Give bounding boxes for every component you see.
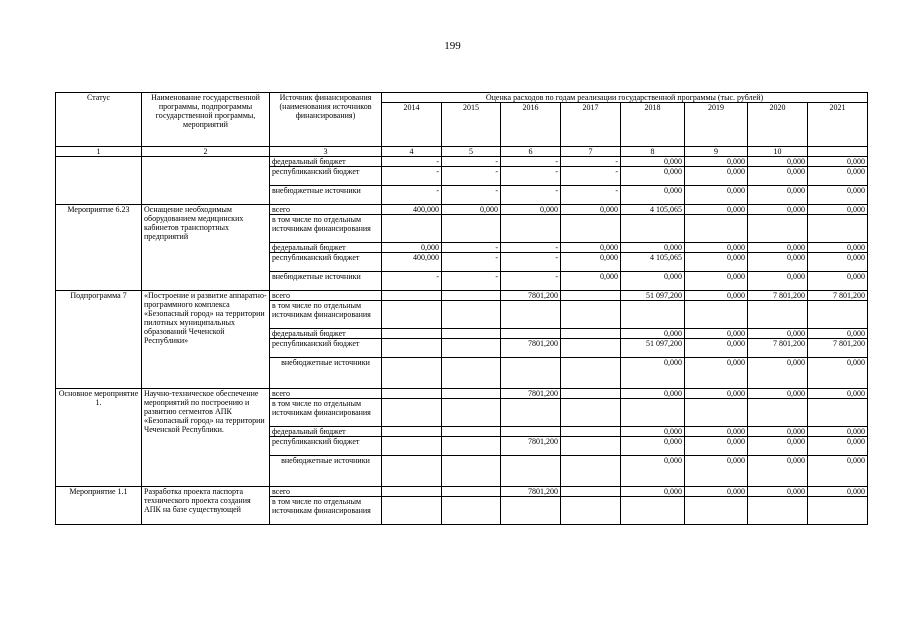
value-cell: 0,000 [685,389,748,399]
value-cell: 7 801,200 [808,339,868,358]
header-source: Источник финансирования (наименования источников финансирования) [270,93,382,147]
column-index: 4 [382,147,442,157]
value-cell [561,487,621,497]
value-cell: 51 097,200 [621,339,685,358]
value-cell [501,358,561,389]
value-cell [808,497,868,525]
value-cell [685,301,748,329]
value-cell: 0,000 [685,358,748,389]
value-cell [382,291,442,301]
value-cell: 400,000 [382,205,442,215]
value-cell: 0,000 [808,253,868,272]
value-cell: 0,000 [621,272,685,291]
value-cell: 0,000 [808,186,868,205]
value-cell: 0,000 [808,437,868,456]
name-cell: Оснащение необходимым оборудованием медицинских кабинетов транспортных предприятий [142,205,270,291]
value-cell: 0,000 [561,253,621,272]
source-cell: внебюджетные источники [270,358,382,389]
value-cell: 0,000 [808,456,868,487]
value-cell [808,301,868,329]
value-cell [621,215,685,243]
value-cell: - [442,167,501,186]
value-cell: 0,000 [748,186,808,205]
value-cell [748,301,808,329]
value-cell: 0,000 [808,272,868,291]
value-cell: 0,000 [685,186,748,205]
value-cell: 0,000 [808,243,868,253]
status-cell: Мероприятие 1.1 [56,487,142,525]
value-cell: 0,000 [748,456,808,487]
value-cell: 0,000 [685,205,748,215]
value-cell: 7801,200 [501,487,561,497]
value-cell [561,456,621,487]
value-cell: 51 097,200 [621,291,685,301]
value-cell: 0,000 [382,243,442,253]
value-cell [442,456,501,487]
value-cell: - [442,243,501,253]
status-cell: Подпрограмма 7 [56,291,142,389]
header-estimate: Оценка расходов по годам реализации государственной программы (тыс. рублей) [382,93,868,103]
value-cell: - [382,167,442,186]
value-cell [748,215,808,243]
header-year: 2016 [501,103,561,147]
source-cell: федеральный бюджет [270,329,382,339]
value-cell [561,329,621,339]
value-cell: - [561,167,621,186]
value-cell: 0,000 [685,456,748,487]
value-cell: 0,000 [685,243,748,253]
source-cell: внебюджетные источники [270,186,382,205]
value-cell [561,339,621,358]
source-cell: республиканский бюджет [270,437,382,456]
value-cell [561,358,621,389]
name-cell [142,157,270,205]
value-cell [561,301,621,329]
header-status: Статус [56,93,142,147]
value-cell [442,399,501,427]
column-index: 9 [685,147,748,157]
value-cell [442,427,501,437]
value-cell: 0,000 [808,167,868,186]
value-cell [561,399,621,427]
status-cell: Основное мероприятие 1. [56,389,142,487]
value-cell [442,329,501,339]
value-cell [501,456,561,487]
value-cell: 0,000 [748,205,808,215]
value-cell: 0,000 [748,427,808,437]
table-row [56,157,868,167]
value-cell: - [442,186,501,205]
value-cell: 0,000 [621,157,685,167]
name-cell: Разработка проекта паспорта технического проекта создания АПК на базе существующей [142,487,270,525]
value-cell: - [501,253,561,272]
value-cell [442,301,501,329]
source-cell: в том числе по отдельным источникам финансирования [270,215,382,243]
source-cell: в том числе по отдельным источникам финансирования [270,497,382,525]
value-cell: 0,000 [442,205,501,215]
source-cell: федеральный бюджет [270,157,382,167]
source-cell: всего [270,291,382,301]
value-cell: 7 801,200 [808,291,868,301]
value-cell [382,427,442,437]
value-cell: - [501,167,561,186]
value-cell [442,358,501,389]
value-cell: 0,000 [808,157,868,167]
source-cell: всего [270,205,382,215]
value-cell: 0,000 [685,157,748,167]
column-index: 3 [270,147,382,157]
table-row [56,205,868,215]
value-cell [685,497,748,525]
header-year: 2017 [561,103,621,147]
value-cell: 0,000 [621,437,685,456]
value-cell: - [561,157,621,167]
value-cell: 0,000 [561,205,621,215]
value-cell: 0,000 [621,456,685,487]
header-year: 2018 [621,103,685,147]
page-number: 199 [444,40,461,52]
value-cell: 0,000 [808,329,868,339]
table-row [56,487,868,497]
value-cell [382,329,442,339]
value-cell: 7801,200 [501,291,561,301]
value-cell: 0,000 [808,389,868,399]
source-cell: федеральный бюджет [270,427,382,437]
name-cell: Научно-техническое обеспечение мероприятий по построению и развитию сегментов АПК «Безопасный город» на территории Чеченской Республики. [142,389,270,487]
value-cell [748,399,808,427]
value-cell [621,301,685,329]
value-cell: 0,000 [748,389,808,399]
value-cell [501,215,561,243]
value-cell: 0,000 [808,487,868,497]
header-year: 2021 [808,103,868,147]
value-cell: 0,000 [685,253,748,272]
value-cell [382,399,442,427]
header-year: 2020 [748,103,808,147]
header-year: 2014 [382,103,442,147]
value-cell [382,339,442,358]
value-cell: 0,000 [685,487,748,497]
value-cell: 7801,200 [501,339,561,358]
value-cell [621,497,685,525]
value-cell: 0,000 [748,253,808,272]
value-cell: 0,000 [621,358,685,389]
value-cell: 0,000 [621,329,685,339]
value-cell: 7 801,200 [748,339,808,358]
source-cell: внебюджетные источники [270,456,382,487]
header-name: Наименование государственной программы, подпрограммы государственной программы, мероприятий [142,93,270,147]
value-cell [561,389,621,399]
value-cell [442,437,501,456]
value-cell [501,301,561,329]
value-cell [685,215,748,243]
value-cell: - [442,253,501,272]
value-cell [442,215,501,243]
column-index: 5 [442,147,501,157]
status-cell [56,157,142,205]
column-index: 2 [142,147,270,157]
value-cell: 0,000 [748,358,808,389]
value-cell: 400,000 [382,253,442,272]
value-cell [442,497,501,525]
value-cell: 0,000 [685,272,748,291]
header-year: 2019 [685,103,748,147]
header-year: 2015 [442,103,501,147]
value-cell: 0,000 [621,167,685,186]
value-cell [808,399,868,427]
value-cell: 4 105,065 [621,253,685,272]
table-row [56,291,868,301]
value-cell: 0,000 [501,205,561,215]
value-cell: 0,000 [621,389,685,399]
column-index: 6 [501,147,561,157]
value-cell [442,339,501,358]
table-row [56,389,868,399]
value-cell [382,358,442,389]
value-cell [561,427,621,437]
value-cell: 0,000 [685,291,748,301]
value-cell [382,389,442,399]
source-cell: республиканский бюджет [270,253,382,272]
value-cell: 0,000 [621,186,685,205]
value-cell: 0,000 [621,243,685,253]
value-cell [748,497,808,525]
value-cell: 0,000 [748,272,808,291]
value-cell: 0,000 [748,167,808,186]
column-index: 7 [561,147,621,157]
source-cell: в том числе по отдельным источникам финансирования [270,301,382,329]
value-cell: 0,000 [561,272,621,291]
source-cell: внебюджетные источники [270,272,382,291]
status-cell: Мероприятие 6.23 [56,205,142,291]
value-cell [382,497,442,525]
value-cell [501,427,561,437]
value-cell: 0,000 [685,437,748,456]
value-cell [442,291,501,301]
value-cell [501,329,561,339]
source-cell: республиканский бюджет [270,167,382,186]
value-cell [442,487,501,497]
value-cell: - [501,243,561,253]
value-cell [621,399,685,427]
value-cell: 0,000 [808,205,868,215]
value-cell [808,215,868,243]
value-cell: - [442,272,501,291]
value-cell: 0,000 [621,427,685,437]
value-cell [561,497,621,525]
value-cell: 0,000 [808,427,868,437]
source-cell: в том числе по отдельным источникам финансирования [270,399,382,427]
value-cell: 0,000 [685,427,748,437]
column-index: 10 [748,147,808,157]
value-cell [685,399,748,427]
value-cell [501,399,561,427]
source-cell: федеральный бюджет [270,243,382,253]
budget-table [55,92,868,525]
value-cell [382,437,442,456]
value-cell [561,291,621,301]
value-cell: 0,000 [748,437,808,456]
value-cell: - [442,157,501,167]
value-cell: - [382,186,442,205]
value-cell: 0,000 [685,329,748,339]
value-cell: 4 105,065 [621,205,685,215]
column-index [808,147,868,157]
value-cell: - [501,157,561,167]
value-cell: 0,000 [561,243,621,253]
value-cell: - [382,272,442,291]
value-cell [382,487,442,497]
value-cell [501,497,561,525]
value-cell [382,456,442,487]
value-cell: 7801,200 [501,437,561,456]
source-cell: республиканский бюджет [270,339,382,358]
value-cell: 0,000 [748,487,808,497]
value-cell [382,215,442,243]
value-cell: - [382,157,442,167]
value-cell: - [561,186,621,205]
value-cell: 7 801,200 [748,291,808,301]
value-cell: - [501,186,561,205]
column-index: 8 [621,147,685,157]
value-cell [442,389,501,399]
value-cell [561,437,621,456]
value-cell [382,301,442,329]
name-cell: «Построение и развитие аппаратно-программного комплекса «Безопасный город» на территории пилотных муниципальных образований Чеченской Республики» [142,291,270,389]
value-cell: 0,000 [748,329,808,339]
source-cell: всего [270,487,382,497]
source-cell: всего [270,389,382,399]
value-cell [561,215,621,243]
value-cell: - [501,272,561,291]
value-cell: 0,000 [685,167,748,186]
value-cell: 0,000 [748,157,808,167]
value-cell: 0,000 [808,358,868,389]
value-cell: 0,000 [748,243,808,253]
value-cell: 7801,200 [501,389,561,399]
value-cell: 0,000 [621,487,685,497]
column-index: 1 [56,147,142,157]
value-cell: 0,000 [685,339,748,358]
